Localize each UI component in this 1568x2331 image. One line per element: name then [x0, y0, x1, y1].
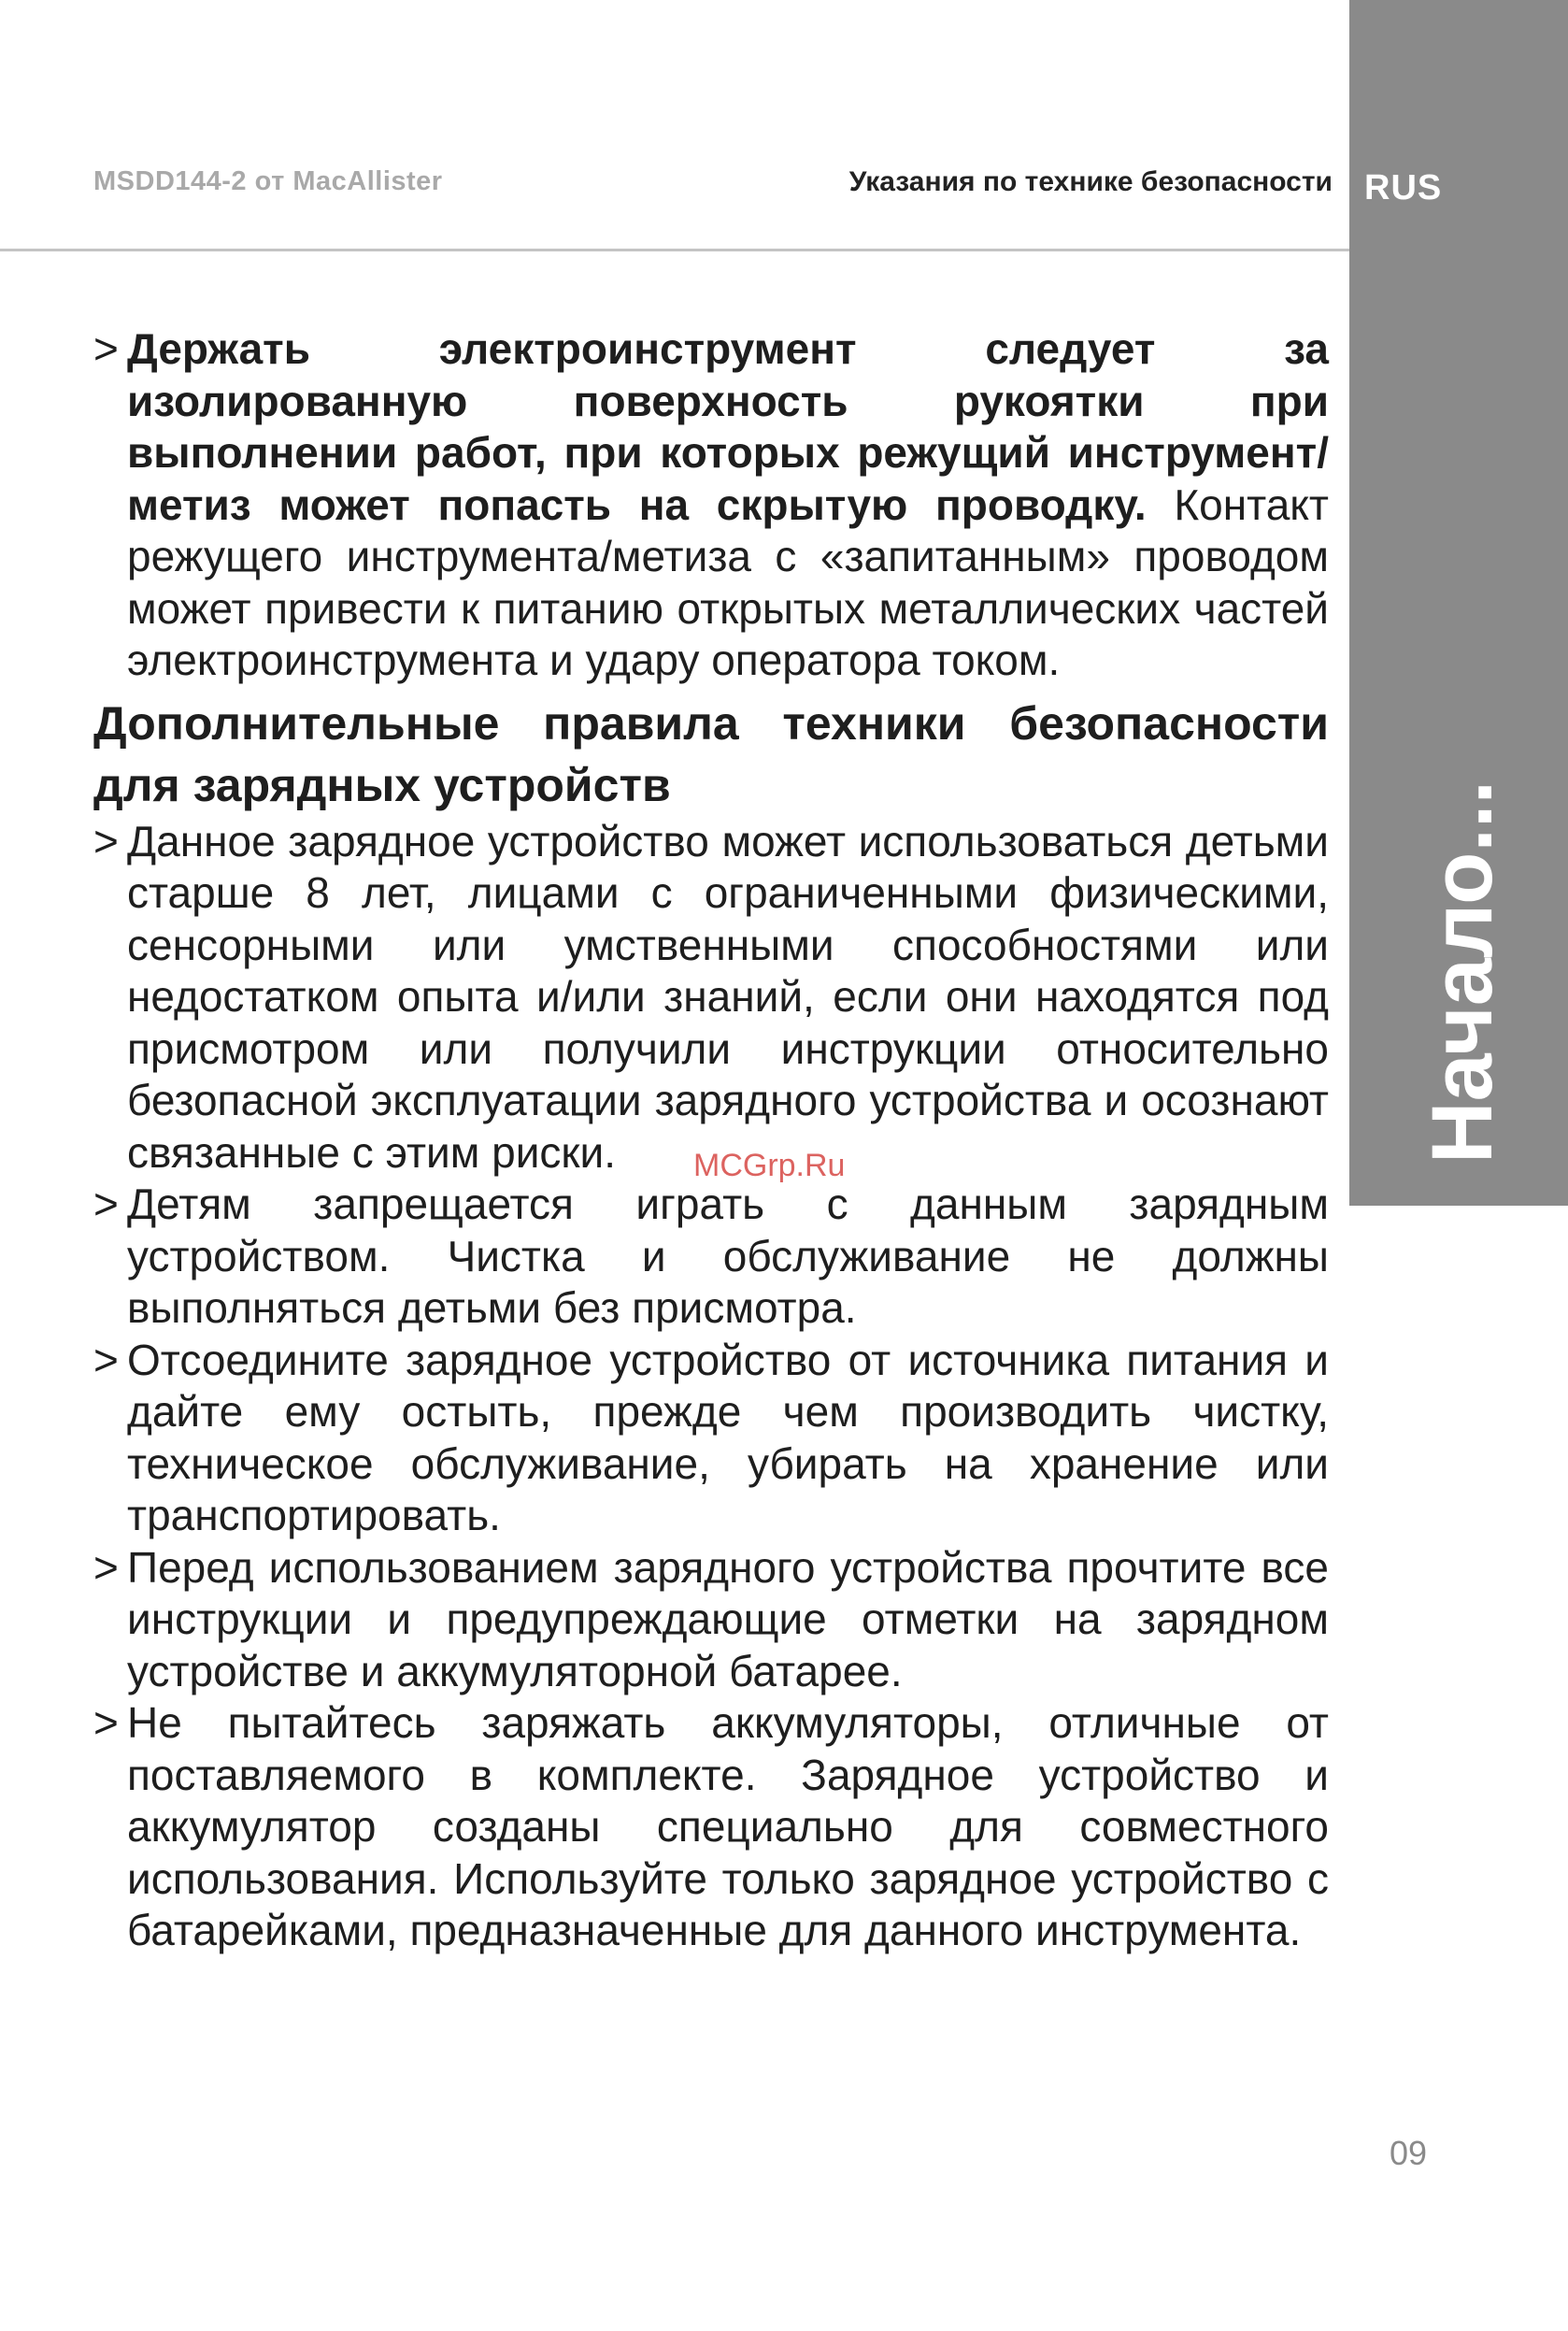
section-heading: Дополнительные правила техники безопасности для зарядных устройств: [93, 696, 1329, 811]
section-title: Указания по технике безопасности: [848, 166, 1333, 197]
header-divider: [0, 249, 1349, 251]
language-badge: RUS: [1364, 168, 1443, 207]
warning-normal-text: Контакт режущего инструмента/метиза с «запитанным» проводом может привести к питанию открытых металлических частей электроинструмента и удару оператора током.: [127, 479, 1329, 684]
list-item-text: Перед использованием зарядного устройства прочтите все инструкции и предупреждающие отметки на зарядном устройстве и аккумуляторной батарее.: [127, 1542, 1329, 1695]
list-item: [93, 816, 1329, 1180]
list-item: [93, 1179, 1329, 1335]
list-item: [93, 323, 1329, 687]
watermark: MCGrp.Ru: [693, 1148, 846, 1183]
document-model-label: MSDD144-2 от MacAllister: [93, 166, 443, 196]
main-content: [93, 323, 1329, 1957]
list-marker: >: [93, 1698, 119, 1747]
list-marker: >: [93, 324, 119, 373]
list-item-text: Не пытайтесь заряжать аккумуляторы, отличные от поставляемого в комплекте. Зарядное устройство и аккумулятор созданы специально для совместного использования. Используйте только зарядное устройство с батарейками, предназначенные для данного инструмента.: [127, 1698, 1329, 1954]
warning-bold-text: Держать электроинструмент следует за изолированную поверхность рукоятки при выполнении работ, при которых режущий инструмент/метиз может попасть на скрытую проводку.: [127, 324, 1329, 529]
list-item-text: Отсоедините зарядное устройство от источника питания и дайте ему остыть, прежде чем производить чистку, техническое обслуживание, убирать на хранение или транспортировать.: [127, 1335, 1329, 1539]
list-item-text: Данное зарядное устройство может использоваться детьми старше 8 лет, лицами с ограниченными физическими, сенсорными или умственными способностями или недостатком опыта и/или знаний, если они находятся под присмотром или получили инструкции относительно безопасной эксплуатации зарядного устройства и осознают связанные с этим риски.: [127, 816, 1329, 1177]
list-marker: >: [93, 1542, 119, 1592]
side-tab-title: Начало...: [1415, 779, 1510, 1164]
list-item: [93, 1335, 1329, 1542]
list-marker: >: [93, 1335, 119, 1384]
list-item: [93, 1697, 1329, 1957]
list-marker: >: [93, 816, 119, 865]
list-item-text: Детям запрещается играть с данным зарядным устройством. Чистка и обслуживание не должны выполняться детьми без присмотра.: [127, 1180, 1329, 1332]
list-item: [93, 1542, 1329, 1698]
page-number: 09: [1390, 2134, 1428, 2172]
list-marker: >: [93, 1180, 119, 1228]
